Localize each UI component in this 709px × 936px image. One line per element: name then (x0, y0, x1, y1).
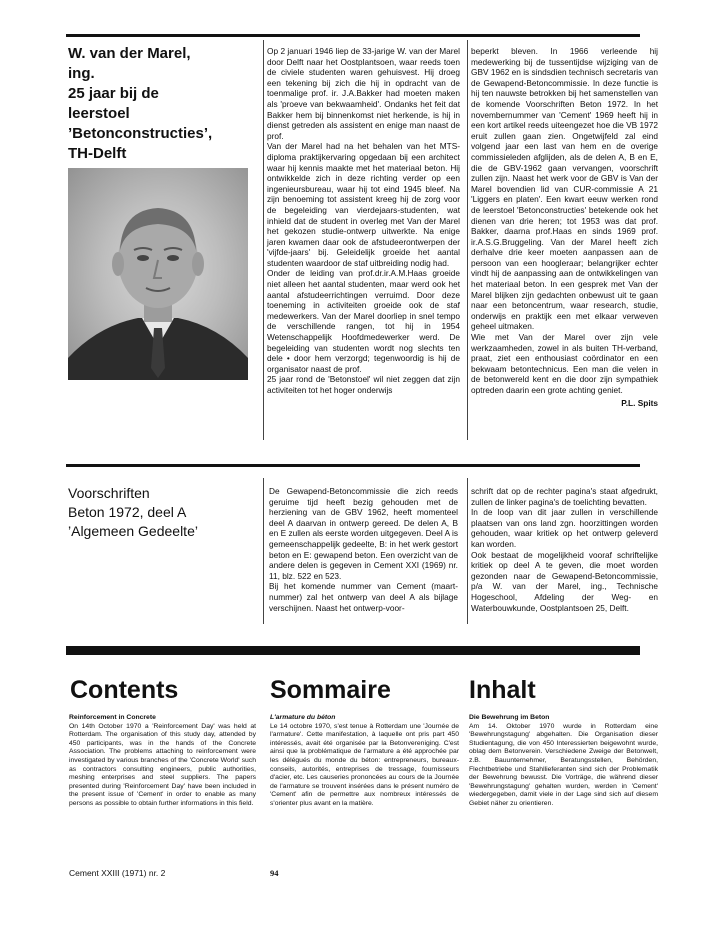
column-divider (263, 478, 264, 624)
paragraph: 25 jaar rond de 'Betonstoel' wil niet zeggen dat zijn activiteiten tot het hoger onderwijs (267, 374, 460, 395)
section-rule (66, 646, 640, 655)
paragraph: In de loop van dit jaar zullen in verschillende plaatsen van ons land zgn. hoorzittingen worden gehouden, waar kritiek op het ontwerp geleverd kan worden. (471, 507, 658, 549)
summary-body: Am 14. Oktober 1970 wurde in Rotterdam eine 'Bewehrungstagung' abgehalten. Die Organisation dieser Studientagung, die von 450 Interessierten beigewohnt wurde, oblag dem Betonverein. Verschiedene Zweige der Betonwelt, z.B. Bauunternehmer, Beratungsstellen, Behörden, Flechtbetriebe und Stahllieferanten sind sich der Problematik der Bewehrung bewusst. Die Vorträge, die während dieser 'Bewehrungstagung' gehalten wurden, werden in 'Cement' wiedergegeben, damit viele in der Lage sind sich auf diesem Gebiet näher zu orientieren. (469, 722, 658, 807)
portrait-photo (68, 168, 248, 380)
column-divider (263, 40, 264, 440)
paragraph: Van der Marel had na het behalen van het MTS-diploma praktijkervaring opgedaan bij een architect waar hij kennis maakte met het materiaal beton. Hij ontwikkelde zich in deze richting verder op een ingenieursbureau, waar hij tot eind 1945 bleef. Na zijn benoeming tot assistent kreeg hij de zorg voor de begeleiding van vierdejaars-studenten, wat inhield dat de student in overleg met Van der Marel het gekozen studie-ontwerp uitwerkte. Na enige jaren kwamen daar ook de afstudeerontwerpen der 'vijfde-jaars' bij. Geleidelijk groeide het aantal studenten waardoor de staf uitbreiding nodig had. (267, 141, 460, 268)
summary-german (469, 714, 658, 809)
author-signature: P.L. Spits (621, 397, 658, 408)
paragraph: schrift dat op de rechter pagina's staat afgedrukt, zullen de linker pagina's de toelichting bevatten. (471, 486, 658, 507)
article2-column-2 (471, 486, 658, 613)
section-rule (66, 464, 640, 467)
summary-title: L'armature du béton (270, 714, 336, 721)
article1-title-line: ’Betonconstructies’, (68, 125, 213, 142)
paragraph: Wie met Van der Marel over zijn vele werkzaamheden, zowel in als buiten TH-verband, praat, ziet een enthousiast coördinator en een bekwaam betontechnicus. Een man die velen in de betonwereld kent en die door zijn sympathiek optreden daarin een grote achting geniet. (471, 332, 658, 395)
summary-english (69, 714, 256, 809)
article1-title-line: ing. (68, 65, 95, 82)
summary-title: Die Bewehrung im Beton (469, 714, 550, 721)
top-rule (66, 34, 640, 37)
column-divider (467, 478, 468, 624)
summary-french (270, 714, 459, 809)
summary-body: Le 14 octobre 1970, s'est tenue à Rotterdam une 'Journée de l'armature'. Cette manifestation, à laquelle ont pris part 450 intéressés, avait été organisée par la Betonvereniging. C'est ainsi que la problématique de l'armature a été approchée par les délégués du monde du béton: entrepreneurs, bureaux-conseils, autorités, entreprises de tressage, fournisseurs d'acier, etc. Les causeries prononcées au cours de la Journée de l'armature se trouvent insérées dans le présent numéro de 'Cement' afin de permettre aux nombreux intéressés de s'orienter plus avant en la matière. (270, 722, 459, 807)
paragraph: Ook bestaat de mogelijkheid vooraf schriftelijke kritiek op deel A te geven, die moet worden gezonden naar de Gewapend-Betoncommissie, p/a W. van der Marel, ing., Technische Hogeschool, Afdeling der Weg- en Waterbouwkunde, Oostplantsoen 25, Delft. (471, 549, 658, 613)
article1-title-line: TH-Delft (68, 145, 127, 162)
article2-title (68, 484, 198, 541)
article1-title-line: 25 jaar bij de (68, 85, 159, 102)
paragraph: Bij het komende nummer van Cement (maart-nummer) zal het ontwerp van deel A als bijlage verschijnen. Naast het ontwerp-voor- (269, 581, 458, 613)
article1-title (68, 44, 212, 164)
paragraph: Onder de leiding van prof.dr.ir.A.M.Haas groeide niet alleen het aantal studenten, maar werd ook het aantal afstudeerrichtingen verruimd. Door deze toeneming in activiteiten groeide ook de staf medewerkers. Van der Marel doorliep in snel tempo de verschillende rangen, tot hij in 1954 Wetenschappelijk Hoofdmedewerker werd. De begeleiding van studenten wordt nog slechts ten dele • door hem verzorgd; tegenwoordig is hij de organisator naast de prof. (267, 268, 460, 374)
page-number: 94 (270, 868, 279, 878)
paragraph: Op 2 januari 1946 liep de 33-jarige W. van der Marel door Delft naar het Oostplantsoen, waar reeds toen de civiele studenten waren gehuisvest. Hij droeg een tekening bij zich die hij in opdracht van de toenmalige prof. ir. J.A.Bakker had moeten maken als 'proeve van bekwaamheid'. Ondanks het feit dat Bakker hem bij binnenkomst niet herkende, is hij in dienst getreden als assistent en enige man naast de prof. (267, 46, 460, 141)
article2-title-line: Beton 1972, deel A (68, 504, 187, 520)
column-divider (467, 40, 468, 440)
article1-title-line: leerstoel (68, 105, 130, 122)
article2-column-1 (269, 486, 458, 613)
summary-title: Reinforcement in Concrete (69, 714, 156, 721)
contents-heading: Contents (70, 676, 179, 704)
article1-column-2 (471, 46, 658, 408)
inhalt-heading: Inhalt (469, 676, 536, 704)
article1-title-line: W. van der Marel, (68, 45, 191, 62)
paragraph: De Gewapend-Betoncommissie die zich reeds geruime tijd heeft bezig gehouden met de herziening van de GBV 1962, heeft momenteel deel A daarvan in ontwerp gereed. De delen A, B en E zullen als eerste worden uitgegeven. Deel A is gemeenschappelijk gedeelte, B: in het werk gestort beton en E: gewapend beton. Een overzicht van de andere delen is gegeven in Cement XXI (1969) nr. 11, blz. 522 en 523. (269, 486, 458, 581)
journal-reference: Cement XXIII (1971) nr. 2 (69, 868, 166, 878)
paragraph: beperkt bleven. In 1966 verleende hij medewerking bij de tussentijdse wijziging van de GBV 1962 en is sindsdien technisch secretaris van de Gewapend-Betoncommissie. In deze functie is hij ten nauwste betrokken bij het samenstellen van de komende Voorschriften Beton 1972. In het novembernummer van 'Cement' 1969 heeft hij in een kort artikel reeds uiteengezet hoe die VB 1972 eruit zullen gaan zien. Ongetwijfeld zal eind volgend jaar een last van hem en de overige commissieleden afglijden, als de delen A, B en E, die de GBV-1962 gaan vervangen, voorschrift zullen zijn. Naast het werk voor de GBV is Van der Marel bovendien lid van CUR-commissie A 21 'Liggers en platen'. Een kwart eeuw werken rond de leerstoel 'Betonconstructies' betekende ook het dienen van drie heren; tot 1953 was dat prof. Bakker, daarna prof.Haas en sinds 1969 prof. ir.A.S.G.Bruggeling. Van der Marel heeft zich derhalve drie keer moeten aanpassen aan de persoon van een hoogleraar; belangrijker echter vindt hij de aanpassing aan de ontwikkelingen van het materiaal beton. In een gesprek met Van der Marel blijken zijn gedachten onbewust uit te gaan naar een betoncentrum, waar research, studie, onderwijs en praktijk een met elkaar verweven geheel uitmaken. (471, 46, 658, 332)
summary-body: On 14th October 1970 a 'Reinforcement Day' was held at Rotterdam. The organisation of this study day, attended by 450 participants, was in the hands of the Concrete Association. The problems attaching to reinforcement were investigated by various branches of the 'Concrete World' such as contractors consulting engineers, public authorities, meshing enterprises and steel suppliers. The papers presented during 'Reinforcement Day' have been included in the present issue of 'Cement' in order to enable as many persons as possible to obtain further informations in this field. (69, 722, 256, 807)
article2-title-line: Voorschriften (68, 485, 150, 501)
article1-column-1 (267, 46, 460, 396)
article2-title-line: ’Algemeen Gedeelte’ (68, 523, 198, 539)
sommaire-heading: Sommaire (270, 676, 391, 704)
